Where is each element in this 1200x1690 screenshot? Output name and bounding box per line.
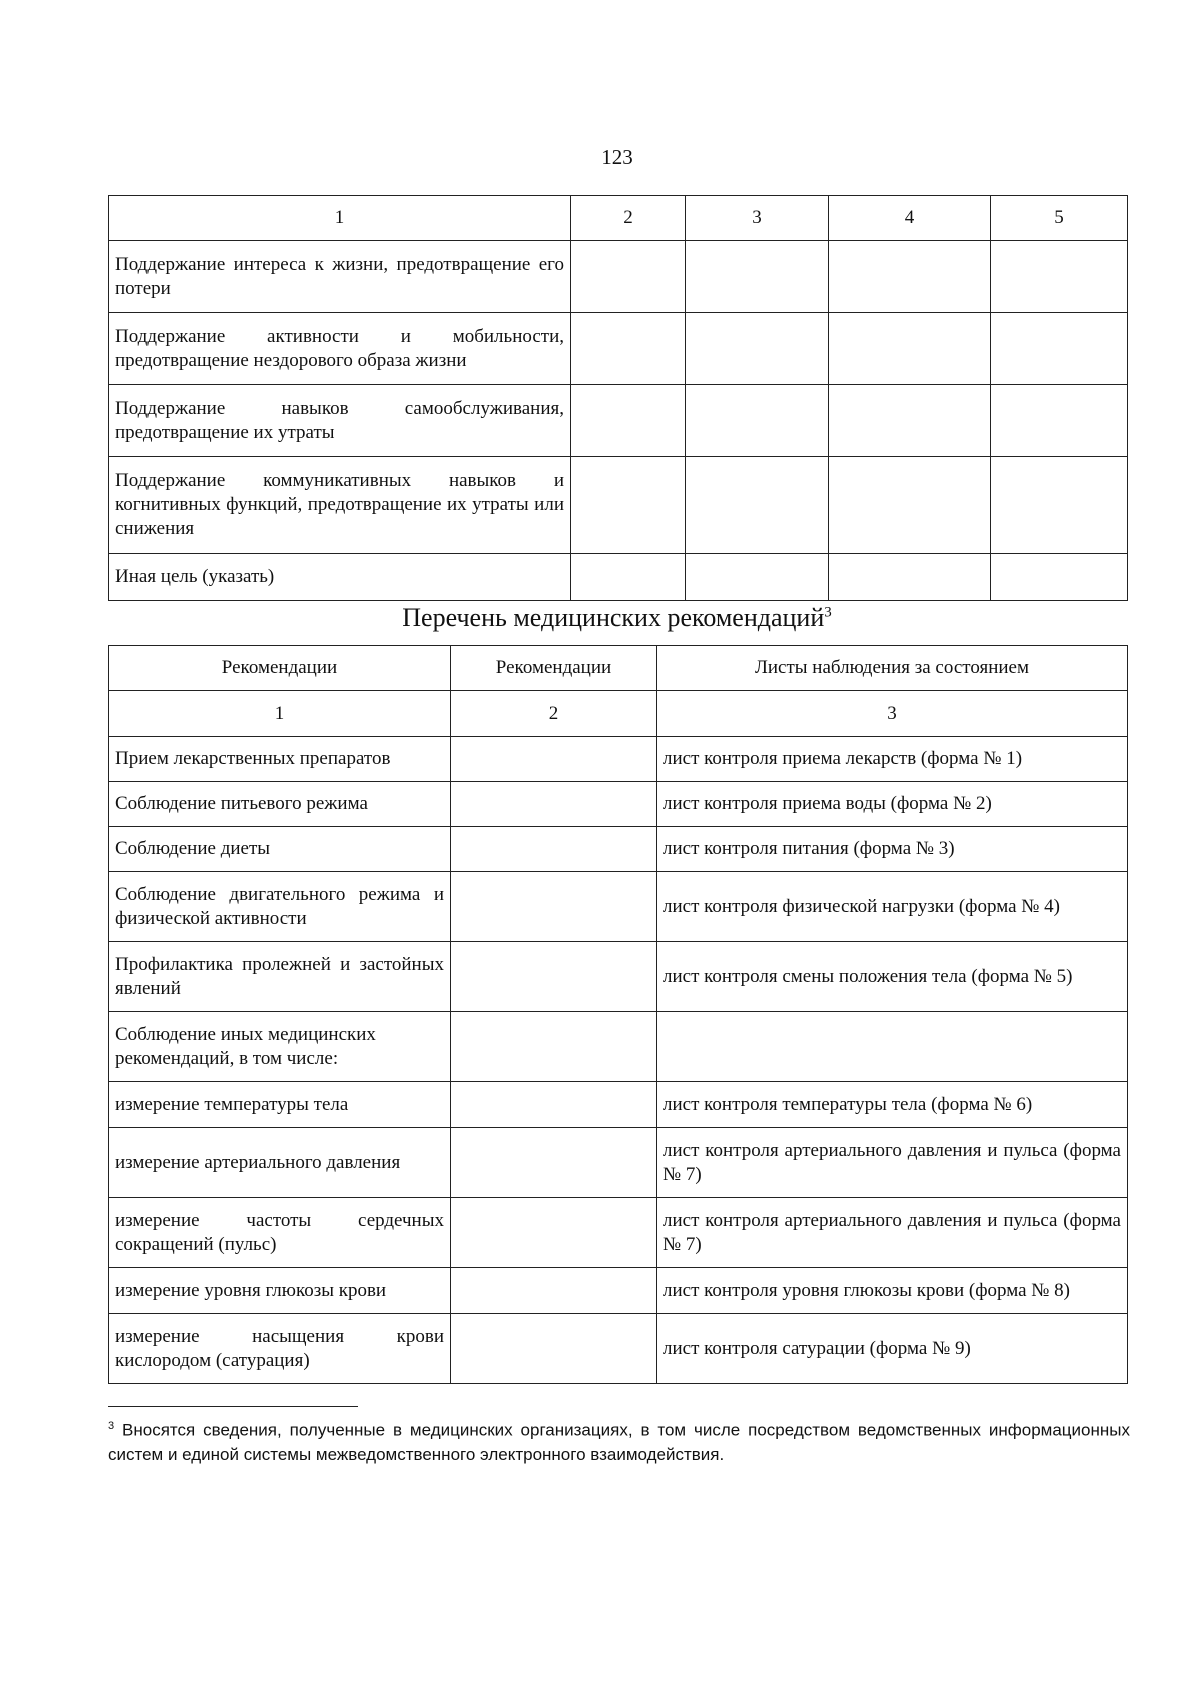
observation-sheet: лист контроля приема воды (форма № 2) [657,782,1128,827]
goal-cell[interactable] [829,313,991,385]
footnote-ref: 3 [824,604,832,621]
goals-header-cell: 1 [109,196,571,241]
goals-table-row [109,385,1128,457]
goal-cell[interactable] [829,457,991,554]
observation-sheet: лист контроля физической нагрузки (форма № 4) [657,872,1128,942]
recommendation-cell[interactable] [451,872,657,942]
goal-cell[interactable] [686,554,829,601]
goal-label: Иная цель (указать) [109,554,571,601]
recommendation-cell[interactable] [451,1012,657,1082]
column-number: 2 [451,691,657,737]
goal-label: Поддержание интереса к жизни, предотвращение его потери [109,241,571,313]
recommendation-text: Соблюдение диеты [109,827,451,872]
goal-cell[interactable] [829,554,991,601]
recommendation-cell[interactable] [451,1268,657,1314]
recommendation-text: Соблюдение иных медицинских рекомендаций, в том числе: [109,1012,451,1082]
recommendation-text: Соблюдение двигательного режима и физической активности [109,872,451,942]
goal-cell[interactable] [686,241,829,313]
goal-cell[interactable] [829,385,991,457]
recommendation-text: измерение частоты сердечных сокращений (пульс) [109,1198,451,1268]
recommendation-cell[interactable] [451,1314,657,1384]
column-number: 1 [109,691,451,737]
goals-table [108,195,1128,601]
observation-sheet: лист контроля приема лекарств (форма № 1) [657,737,1128,782]
footnote-marker: 3 [108,1420,115,1432]
recommendation-row [109,1012,1128,1082]
recommendation-text: Соблюдение питьевого режима [109,782,451,827]
observation-sheet: лист контроля смены положения тела (форма № 5) [657,942,1128,1012]
page-number: 123 [601,145,633,169]
goal-cell[interactable] [991,457,1128,554]
recommendation-text: измерение насыщения крови кислородом (сатурация) [109,1314,451,1384]
goal-cell[interactable] [991,313,1128,385]
recommendation-text: измерение артериального давления [109,1128,451,1198]
goals-table-header-row [109,196,1128,241]
goal-cell[interactable] [686,457,829,554]
section-title [0,603,1200,633]
recommendations-header-cell: Листы наблюдения за состоянием [657,646,1128,691]
footnote-separator [108,1406,358,1407]
recommendation-cell[interactable] [451,782,657,827]
recommendation-row [109,1314,1128,1384]
recommendation-row [109,1128,1128,1198]
goals-header-cell: 2 [571,196,686,241]
recommendations-header-cell: Рекомендации [109,646,451,691]
recommendations-table [108,645,1128,1384]
recommendations-header-row [109,646,1128,691]
recommendation-cell[interactable] [451,1198,657,1268]
goal-cell[interactable] [571,554,686,601]
goals-header-cell: 4 [829,196,991,241]
recommendation-row [109,942,1128,1012]
goals-table-row [109,554,1128,601]
goal-cell[interactable] [991,241,1128,313]
recommendation-row [109,827,1128,872]
goal-label: Поддержание коммуникативных навыков и когнитивных функций, предотвращение их утраты или снижения [109,457,571,554]
recommendation-text: Профилактика пролежней и застойных явлений [109,942,451,1012]
observation-sheet: лист контроля уровня глюкозы крови (форма № 8) [657,1268,1128,1314]
goals-table-row [109,313,1128,385]
recommendation-row [109,782,1128,827]
recommendation-row [109,872,1128,942]
goals-table-row [109,241,1128,313]
observation-sheet [657,1012,1128,1082]
recommendation-row [109,1198,1128,1268]
goal-cell[interactable] [991,385,1128,457]
footnote [108,1414,1130,1467]
goal-cell[interactable] [686,385,829,457]
recommendation-row [109,737,1128,782]
observation-sheet: лист контроля температуры тела (форма № 6) [657,1082,1128,1128]
goals-header-cell: 5 [991,196,1128,241]
goal-cell[interactable] [829,241,991,313]
recommendation-cell[interactable] [451,942,657,1012]
goal-label: Поддержание активности и мобильности, предотвращение нездорового образа жизни [109,313,571,385]
recommendation-text: измерение температуры тела [109,1082,451,1128]
recommendations-header-cell: Рекомендации [451,646,657,691]
goal-cell[interactable] [571,241,686,313]
footnote-text: Вносятся сведения, полученные в медицинских организациях, в том числе посредством ведомственных информационных систем и единой системы межведомственного электронного взаимодействия. [108,1420,1130,1464]
goals-table-row [109,457,1128,554]
recommendation-text: Прием лекарственных препаратов [109,737,451,782]
recommendation-text: измерение уровня глюкозы крови [109,1268,451,1314]
recommendation-cell[interactable] [451,737,657,782]
recommendation-cell[interactable] [451,1128,657,1198]
observation-sheet: лист контроля сатурации (форма № 9) [657,1314,1128,1384]
goal-cell[interactable] [571,457,686,554]
goals-header-cell: 3 [686,196,829,241]
observation-sheet: лист контроля артериального давления и пульса (форма № 7) [657,1128,1128,1198]
goal-cell[interactable] [991,554,1128,601]
recommendations-number-row [109,691,1128,737]
goal-cell[interactable] [571,313,686,385]
goal-label: Поддержание навыков самообслуживания, предотвращение их утраты [109,385,571,457]
goal-cell[interactable] [571,385,686,457]
observation-sheet: лист контроля артериального давления и пульса (форма № 7) [657,1198,1128,1268]
observation-sheet: лист контроля питания (форма № 3) [657,827,1128,872]
column-number: 3 [657,691,1128,737]
recommendation-cell[interactable] [451,1082,657,1128]
recommendation-row [109,1268,1128,1314]
recommendation-cell[interactable] [451,827,657,872]
recommendation-row [109,1082,1128,1128]
goal-cell[interactable] [686,313,829,385]
section-title-text: Перечень медицинских рекомендаций [402,603,825,632]
